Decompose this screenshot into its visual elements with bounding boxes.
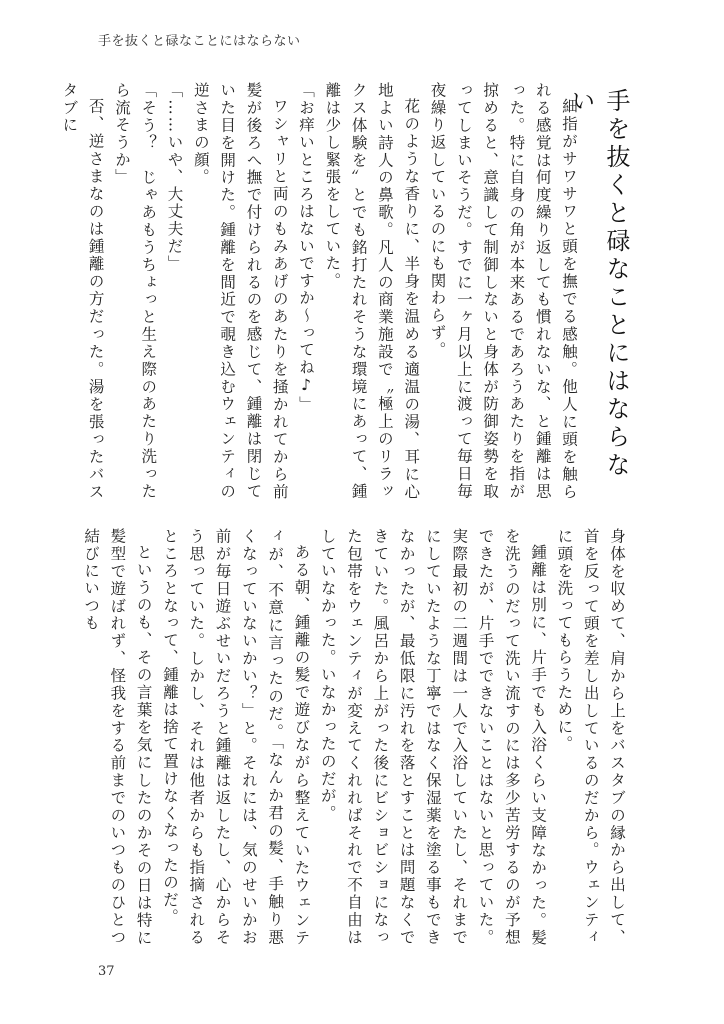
paragraph: 「お痒いところはないですか〜ってね♪」 [297, 82, 316, 414]
paragraph: 細指がサワサワと頭を撫でる感触。他人に頭を触られる感覚は何度繰り返しても慣れないな、と鍾離は思った。特に自身の角が本来あるであろうあたりを指が掠めると、意識して制御しないと身体が防御姿勢を取ってしまいそうだ。すでに一ヶ月以上に渡って毎日毎夜繰り返しているのにも関わらず。 [428, 82, 578, 500]
lower-text-block [82, 528, 630, 946]
paragraph: ある朝、鍾離の髪で遊びながら整えていたウェンティが、不意に言ったのだ。「なんか君の髪、手触り悪くなっていないかい？」と。それには、気のせいかお前が毎日遊ぶせいだろうと鍾離は返したし、心からそう思っていた。しかし、それは他者からも指摘されるところとなって、鍾離は捨て置けなくなったのだ。 [160, 528, 311, 946]
paragraph: 「そう？ じゃあもうちょっと生え際のあたり洗ったら流そうか」 [112, 82, 158, 500]
page-number: 37 [98, 964, 115, 979]
paragraph: 否、逆さまなのは鍾離の方だった。湯を張ったバスタブに [60, 82, 105, 500]
running-header: 手を抜くと碌なことにはならない [98, 34, 301, 49]
paragraph: 「……いや、大丈夫だ」 [165, 82, 184, 273]
paragraph: 花のような香りに、半身を温める適温の湯、耳に心地よい詩人の鼻歌。凡人の商業施設で〝極上のリラックス体験を〟とでも銘打たれそうな環境にあって、鍾離は少し緊張をしていた。 [323, 82, 421, 500]
paragraph: 鍾離は別に、片手でも入浴くらい支障なかった。髪を洗うのだって洗い流すのには多少苦労するのが予想できたが、片手でできないことはないと思っていた。実際最初の二週間は一人で入浴していたし、それまでにしていたような丁寧ではなく保湿薬を塗る事もできなかったが、最低限に汚れを落とすことは問題なくできていた。風呂から上がった後にビショビショになった包帯をウェンティが変えてくれればそれで不自由はしていなかった。いなかったのだが。 [318, 528, 548, 946]
chapter-title: 手を抜くと碌なことにはならない [567, 88, 630, 480]
upper-text-block [60, 82, 582, 500]
paragraph: というのも、その言葉を気にしたのかその日は特に髪型で遊ばれず、怪我をする前までのいつものひとつ結びにいつも [82, 528, 153, 946]
paragraph: ワシャリと両のもみあげのあたりを掻かれてから前髪が後ろへ撫で付けられるのを感じて、鍾離は閉じていた目を開けた。鍾離を間近で覗き込むウェンティの逆さまの顔。 [191, 82, 289, 500]
paragraph: 身体を収めて、肩から上をバスタブの縁から出して、首を反って頭を差し出しているのだから。ウェンティに頭を洗ってもらうために。 [555, 528, 626, 946]
